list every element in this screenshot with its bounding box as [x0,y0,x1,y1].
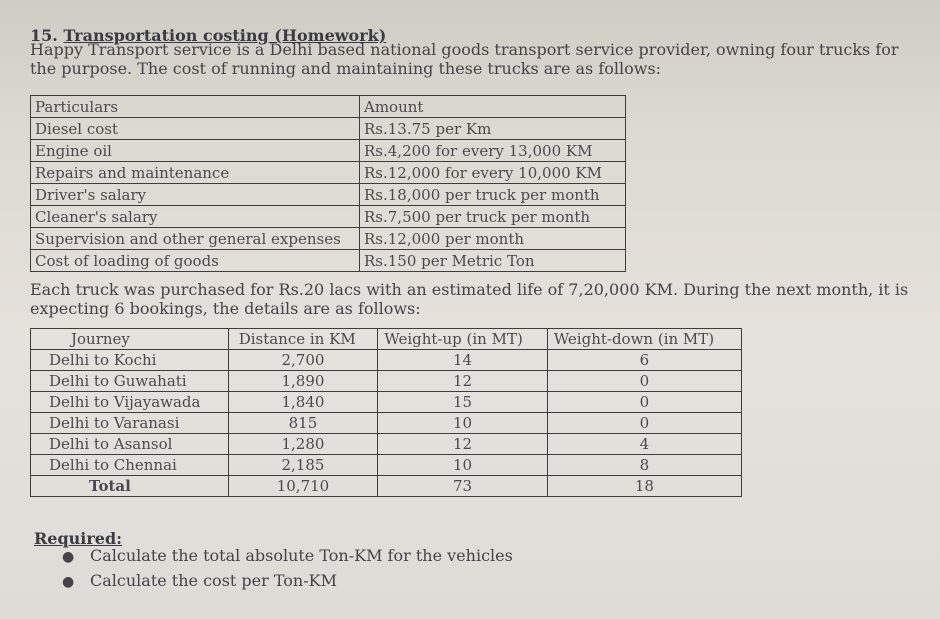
weight-up-cell: 10 [378,413,547,434]
particular-cell: Driver's salary [31,184,360,206]
intro-paragraph: Happy Transport service is a Delhi based national goods transport service provider, owning four trucks for the purpose. The cost of running and maintaining these trucks are as follows: [30,40,899,78]
list-item [62,543,513,568]
required-list [62,543,513,593]
weight-down-cell: 0 [547,392,741,413]
required-item-text: Calculate the cost per Ton-KM [90,571,337,590]
distance-cell: 1,280 [228,434,378,455]
header-weight-up: Weight-up (in MT) [378,329,547,350]
particular-cell: Cost of loading of goods [31,250,360,272]
table-header-row [31,329,742,350]
table-row [31,250,626,272]
journey-cell: Delhi to Asansol [31,434,229,455]
table-row [31,206,626,228]
question-number: 15. [30,26,58,45]
weight-up-cell: 10 [378,455,547,476]
weight-down-cell: 4 [547,434,741,455]
weight-down-cell: 8 [547,455,741,476]
bullet-icon: ● [62,549,75,565]
list-item [62,568,513,593]
distance-cell: 1,840 [228,392,378,413]
journey-cell: Delhi to Chennai [31,455,229,476]
header-distance: Distance in KM [228,329,378,350]
distance-cell: 2,700 [228,350,378,371]
weight-up-cell: 15 [378,392,547,413]
distance-cell: 815 [228,413,378,434]
weight-down-cell: 0 [547,413,741,434]
particular-cell: Supervision and other general expenses [31,228,360,250]
question-title: Transportation costing (Homework) [63,26,387,45]
journey-cell: Delhi to Guwahati [31,371,229,392]
amount-cell: Rs.12,000 for every 10,000 KM [360,162,626,184]
particular-cell: Repairs and maintenance [31,162,360,184]
bullet-icon: ● [62,574,75,590]
total-label: Total [31,476,229,497]
journey-cell: Delhi to Vijayawada [31,392,229,413]
amount-cell: Rs.13.75 per Km [360,118,626,140]
amount-cell: Rs.12,000 per month [360,228,626,250]
distance-cell: 1,890 [228,371,378,392]
amount-cell: Rs.18,000 per truck per month [360,184,626,206]
particular-cell: Diesel cost [31,118,360,140]
table-row [31,228,626,250]
required-item-text: Calculate the total absolute Ton-KM for the vehicles [90,546,513,565]
total-weight-up: 73 [378,476,547,497]
required-heading: Required: [34,529,123,548]
journey-cell: Delhi to Kochi [31,350,229,371]
total-distance: 10,710 [228,476,378,497]
booking-table [30,328,742,497]
table-row [31,118,626,140]
amount-cell: Rs.150 per Metric Ton [360,250,626,272]
table-row [31,434,742,455]
table-row [31,392,742,413]
weight-up-cell: 12 [378,371,547,392]
table-row [31,371,742,392]
weight-up-cell: 14 [378,350,547,371]
particular-cell: Engine oil [31,140,360,162]
header-particulars: Particulars [31,96,360,118]
particular-cell: Cleaner's salary [31,206,360,228]
header-amount: Amount [360,96,626,118]
table-row [31,162,626,184]
header-weight-down: Weight-down (in MT) [547,329,741,350]
header-journey: Journey [31,329,229,350]
cost-table [30,95,626,272]
weight-down-cell: 6 [547,350,741,371]
amount-cell: Rs.4,200 for every 13,000 KM [360,140,626,162]
distance-cell: 2,185 [228,455,378,476]
total-weight-down: 18 [547,476,741,497]
total-row [31,476,742,497]
journey-cell: Delhi to Varanasi [31,413,229,434]
table-header-row [31,96,626,118]
table-row [31,140,626,162]
table-row [31,455,742,476]
truck-details-paragraph: Each truck was purchased for Rs.20 lacs with an estimated life of 7,20,000 KM. During the next month, it is expecting 6 bookings, the details are as follows: [30,280,909,318]
table-row [31,413,742,434]
amount-cell: Rs.7,500 per truck per month [360,206,626,228]
table-row [31,350,742,371]
weight-up-cell: 12 [378,434,547,455]
table-row [31,184,626,206]
weight-down-cell: 0 [547,371,741,392]
